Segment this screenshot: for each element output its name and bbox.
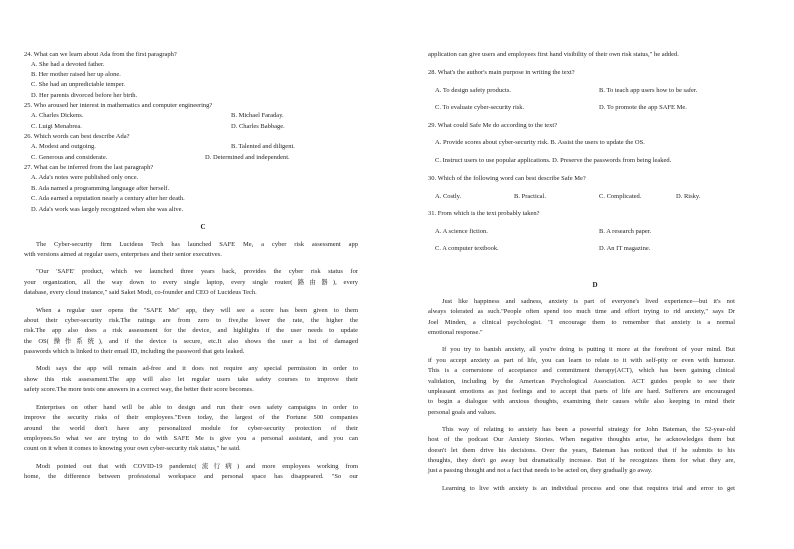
passage-c-line: database, every cloud instance," said Saket Modi, co-founder and CEO of Lucideus Tech.: [24, 289, 257, 296]
passage-c-line: count on it when it comes to knowing your own cyber-security risk status," he said.: [24, 445, 241, 452]
passage-c-line: passwords which is linked to their email ID, including the password that gets leaked.: [24, 348, 245, 355]
passage-d-line: validation, including by the American Psychological Association. ACT guides people to see their: [428, 378, 735, 385]
passage-c-line: safety score.The more tests one answers in a correct way, the better their score becomes.: [24, 386, 254, 393]
passage-d-line: thoughts, they don't go away but dramatically increase. But if he recognizes them for what they are,: [428, 457, 735, 464]
question-26-option-b: B. Talented and diligent.: [231, 143, 295, 150]
question-31-option-a: A. A science fiction.: [435, 228, 488, 235]
passage-d-line: just a passing thought and not a fact that needs to be acted on, they gradually go away.: [428, 467, 653, 474]
question-27-option-a: A. Ada's notes were published only once.: [31, 174, 139, 181]
passage-c-line: The Cyber-security firm Lucideus Tech has launched SAFE Me, a cyber risk assessment app: [36, 241, 358, 248]
question-30-stem: 30. Which of the following word can best describe Safe Me?: [428, 175, 586, 182]
question-30-option-d: D. Risky.: [676, 193, 701, 200]
section-d-heading: D: [592, 281, 598, 289]
passage-c-line: Modi says the app will remain ad-free and it does not require any special permission in order to: [36, 365, 358, 372]
question-28-option-b: B. To teach app users how to be safer.: [599, 87, 698, 94]
question-31-option-c: C. A computer textbook.: [435, 245, 499, 252]
passage-d-line: This is a cornerstone of acceptance and commitment therapy(ACT), which has been gaining clinical: [428, 367, 735, 374]
question-28-stem: 28. What's the author's main purpose in writing the text?: [428, 69, 575, 76]
passage-d-line: host of the podcast Our Anxiety Stories. When negative thoughts arise, he acknowledges them but: [428, 436, 735, 443]
passage-c-line: Enterprises on other hand will be able to design and run their own safety campaigns in order to: [36, 404, 358, 411]
passage-c-line: around the world don't have any personalized module for cyber-security protection of their: [24, 425, 358, 432]
passage-d-line: always tolerated as such."People often spend too much time and effort trying to rid anxiety," says Dr: [428, 308, 735, 315]
question-25-option-d: D. Charles Babbage.: [231, 123, 285, 130]
question-28-option-a: A. To design safety products.: [435, 87, 511, 94]
question-26-option-a: A. Modest and outgoing.: [31, 143, 96, 150]
passage-c-line: risk.The app also does a risk assessment for the device, and highlights if the user needs to update: [24, 327, 358, 334]
question-25-option-b: B. Michael Faraday.: [231, 112, 284, 119]
passage-c-line: with versions aimed at regular users, enterprises and their senior executives.: [24, 251, 222, 258]
question-25-option-c: C. Luigi Menabrea.: [31, 123, 82, 130]
passage-c-line: improve the security risks of their employees."Even today, the largest of the Fortune 500 companies: [24, 414, 358, 421]
question-27-option-d: D. Ada's work was largely recognized when she was alive.: [31, 206, 184, 213]
question-30-option-b: B. Practical.: [514, 193, 546, 200]
question-28-option-c: C. To evaluate cyber-security risk.: [435, 104, 525, 111]
passage-c-line: "Our 'SAFE' product, which we launched three years back, provides the cyber risk status for: [36, 268, 358, 275]
passage-d-line: unpleasant emotions as just feelings and to accept that parts of life are hard. Sufferers are encouraged: [428, 388, 735, 395]
passage-d-line: This way of relating to anxiety has been a powerful strategy for John Bateman, the 52-year-old: [442, 426, 735, 433]
question-29-stem: 29. What could Safe Me do according to the text?: [428, 122, 558, 129]
question-31-option-b: B. A research paper.: [599, 228, 652, 235]
question-24-option-b: B. Her mother raised her up alone.: [31, 71, 121, 78]
passage-d-line: personal goals and values.: [428, 409, 497, 416]
passage-c-line: home, the difference between professional workspace and personal space has disappeared. "So our: [24, 473, 358, 480]
passage-d-line: Joel Minden, a clinical psychologist. "I encourage them to remember that anxiety is a normal: [428, 319, 735, 326]
question-26-stem: 26. Which words can best describe Ada?: [24, 133, 130, 140]
question-25-option-a: A. Charles Dickens.: [31, 112, 84, 119]
passage-c-line: about their cyber-security risk.The ratings are from zero to five,the lower the rate, the higher the: [24, 317, 358, 324]
passage-d-line: to begin a dialogue with anxious thoughts, examining their causes while also keeping in mind their: [428, 398, 735, 405]
passage-d-line: emotional response.": [428, 329, 483, 336]
passage-c-line: Modi pointed out that with COVID-19 pandemic(流行病) and more employees working from: [36, 463, 358, 470]
question-27-option-c: C. Ada earned a reputation nearly a century after her death.: [31, 195, 185, 202]
passage-c-continuation: application can give users and employees first hand visibility of their own risk status," he added.: [428, 51, 679, 58]
question-28-option-d: D. To promote the app SAFE Me.: [599, 104, 687, 111]
question-30-option-c: C. Complicated.: [599, 193, 642, 200]
passage-d-line: If you try to banish anxiety, all you're doing is putting it more at the forefront of your mind. But: [442, 346, 735, 353]
question-26-option-d: D. Determined and independent.: [205, 154, 290, 161]
question-24-option-d: D. Her parents divorced before her birth.: [31, 92, 138, 99]
question-26-option-c: C. Generous and considerate.: [31, 154, 108, 161]
passage-c-line: When a regular user opens the "SAFE Me" app, they will see a score has been given to them: [36, 307, 358, 314]
question-31-stem: 31. From which is the text probably taken?: [428, 210, 540, 217]
question-29-options-ab: A. Provide scores about cyber-security risk. B. Assist the users to update the OS.: [435, 139, 645, 146]
passage-c-line: show this risk assessment.The app will also let regular users take safety courses to improve their: [24, 376, 358, 383]
passage-d-line: Learning to live with anxiety is an individual process and one that requires trial and error to get: [442, 485, 735, 492]
passage-c-line: your organization, all the way down to every single laptop, every single router(路由器), every: [24, 279, 358, 286]
question-27-option-b: B. Ada named a programming language after herself.: [31, 185, 170, 192]
passage-d-line: if you accept anxiety as part of life, you can learn to relate to it with self-pity or even with humour.: [428, 357, 735, 364]
passage-d-line: doesn't let them drive his decisions. Over the years, Bateman has noticed that if he submits to his: [428, 447, 735, 454]
section-c-heading: C: [200, 223, 206, 231]
passage-c-line: employees.So what we are trying to do with SAFE Me is give you a personal assistant, and you can: [24, 435, 358, 442]
question-31-option-d: D. An IT magazine.: [599, 245, 651, 252]
question-30-option-a: A. Costly.: [435, 193, 462, 200]
question-24-stem: 24. What can we learn about Ada from the first paragraph?: [24, 51, 177, 58]
question-27-stem: 27. What can be inferred from the last paragraph?: [24, 164, 154, 171]
passage-d-line: Just like happiness and sadness, anxiety is part of everyone's lived experience—but it's not: [442, 298, 735, 305]
question-25-stem: 25. Who aroused her interest in mathematics and computer engineering?: [24, 102, 213, 109]
question-29-options-cd: C. Instruct users to use popular applications. D. Preserve the passwords from being leaked.: [435, 157, 672, 164]
question-24-option-a: A. She had a devoted father.: [31, 61, 105, 68]
passage-c-line: the OS(操作系统), and if the device is secure, etc.It also shows the user a list of damaged: [24, 338, 358, 345]
question-24-option-c: C. She had an unpredictable temper.: [31, 81, 126, 88]
